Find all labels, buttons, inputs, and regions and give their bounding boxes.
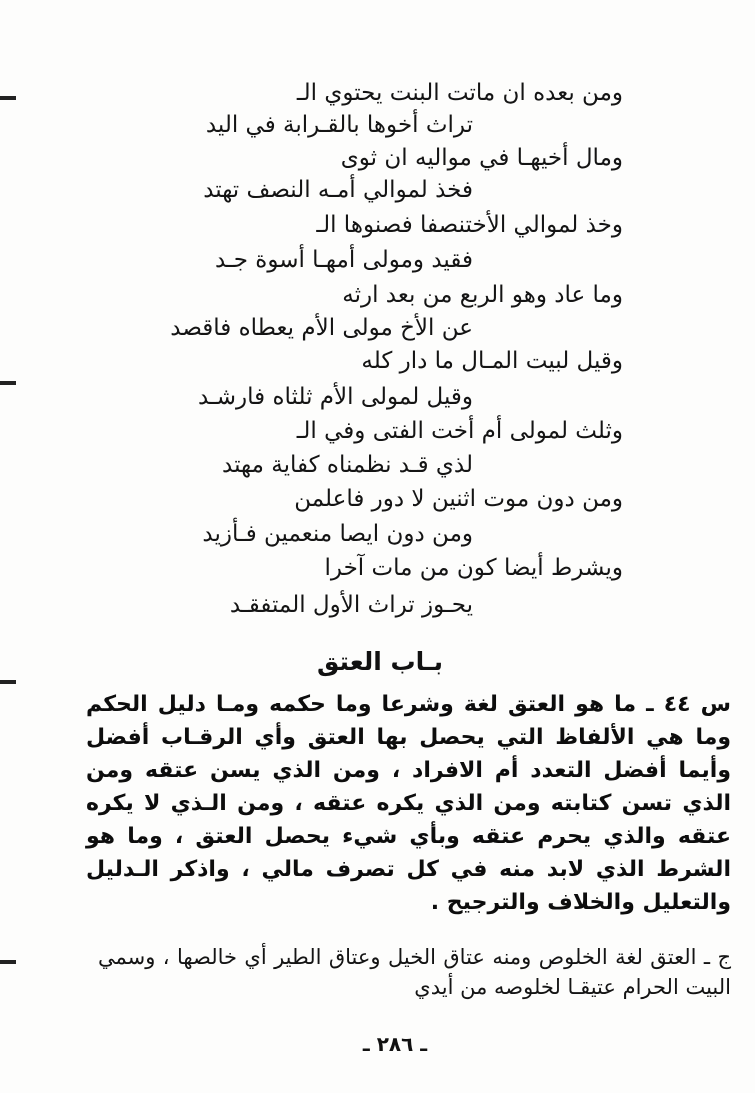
- poem-line: عن الأخ مولى الأم يعطاه فاقصد: [170, 315, 473, 341]
- margin-mark: [0, 96, 16, 100]
- question-paragraph: س ٤٤ ـ ما هو العتق لغة وشرعا وما حكمه ومـا دليل الحكم وما هي الألفاظ التي يحصل بها العتق وأي الرقـاب أفضل وأيما أفضل التعدد أم الافراد ، ومن الذي يسن عتقه ومن الذي تسن كتابته ومن الذي يكره عتقه ، ومن الـذي لا يكره عتقه والذي يحرم عتقه وبأي شيء يحصل العتق ، وما هو الشرط الذي لابد منه في كل تصرف مالي ، واذكر الـدليل والتعليل والخلاف والترجيح .: [86, 692, 731, 915]
- poem-line: وخذ لموالي الأختنصفا فصنوها الـ: [316, 212, 623, 238]
- poem-line: وثلث لمولى أم أخت الفتى وفي الـ: [296, 418, 623, 444]
- poem-line: ومن بعده ان ماتت البنت يحتوي الـ: [296, 80, 623, 106]
- poem-line: فقيد ومولى أمهـا أسوة جـد: [214, 247, 473, 273]
- answer-paragraph: ج ـ العتق لغة الخلوص ومنه عتاق الخيل وعتاق الطير أي خالصها ، وسمي البيت الحرام عتيقـا لخلوصه من أيدي: [98, 945, 731, 999]
- page-number: ـ ٢٨٦ ـ: [362, 1032, 428, 1056]
- poem-line: يحـوز تراث الأول المتفقـد: [229, 592, 473, 618]
- poem-line: وما عاد وهو الربع من بعد ارثه: [342, 282, 623, 308]
- poem-line: ومن دون موت اثنين لا دور فاعلمن: [294, 486, 623, 512]
- poem-line: ويشرط أيضا كون من مات آخرا: [324, 555, 623, 581]
- poem-line: فخذ لموالي أمـه النصف تهتد: [203, 177, 473, 203]
- margin-mark: [0, 381, 16, 385]
- poem-line: وقيل لمولى الأم ثلثاه فارشـد: [197, 384, 473, 410]
- section-heading: بـاب العتق: [317, 647, 443, 676]
- poem-line: وقيل لبيت المـال ما دار كله: [361, 348, 623, 374]
- margin-mark: [0, 960, 16, 964]
- poem-line: ومال أخيهـا في مواليه ان ثوى: [340, 145, 623, 171]
- poem-line: تراث أخوها بالقـرابة في اليد: [205, 112, 473, 138]
- poem-line: ومن دون ايصا منعمين فـأزيد: [202, 521, 473, 547]
- poem-line: لذي قـد نظمناه كفاية مهتد: [222, 452, 473, 478]
- margin-mark: [0, 680, 16, 684]
